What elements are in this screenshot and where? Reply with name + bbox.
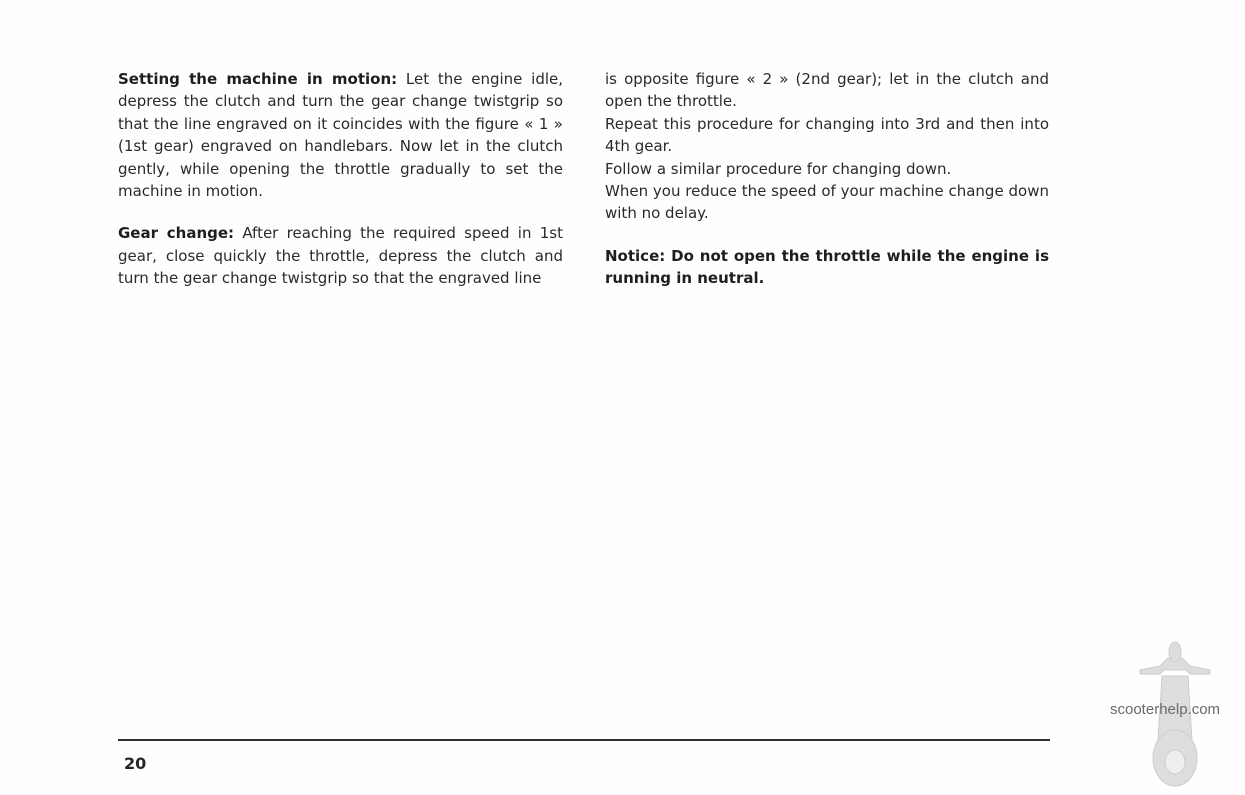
repeat-procedure-text: Repeat this procedure for changing into 3rd and then into 4th gear. — [605, 114, 1049, 156]
notice-label: Notice: — [605, 246, 666, 265]
reduce-speed-text: When you reduce the speed of your machine change down with no delay. — [605, 182, 1049, 223]
left-column — [118, 68, 563, 290]
watermark — [1110, 640, 1240, 790]
second-gear-text: is opposite figure « 2 » (2nd gear); let in the clutch and open the throttle. — [605, 70, 1049, 111]
gear-change-paragraph — [118, 222, 563, 289]
setting-in-motion-text: Let the engine idle, depress the clutch and turn the gear change twistgrip so that the line engraved on it coincides with the figure « 1 » (1st gear) engraved on handlebars. Now let in the clutch gently, while opening the throttle gradually to set the machine in motion. — [118, 70, 563, 201]
setting-in-motion-heading: Setting the machine in motion: — [118, 70, 398, 88]
changing-down-text: Follow a similar procedure for changing down. — [605, 159, 952, 178]
gear-change-text: After reaching the required speed in 1st gear, close quickly the throttle, depress the clutch and turn the gear change twistgrip so that the engraved line — [118, 224, 563, 288]
setting-in-motion-paragraph — [118, 68, 563, 202]
right-column — [605, 68, 1049, 290]
gear-change-heading: Gear change: — [118, 224, 235, 243]
watermark-text: scooterhelp.com — [1110, 701, 1221, 718]
footer-divider — [118, 739, 1050, 741]
notice-text: Do not open the throttle while the engine is running in neutral. — [605, 246, 1049, 288]
page-number: 20 — [124, 754, 147, 773]
notice-paragraph — [605, 245, 1049, 290]
